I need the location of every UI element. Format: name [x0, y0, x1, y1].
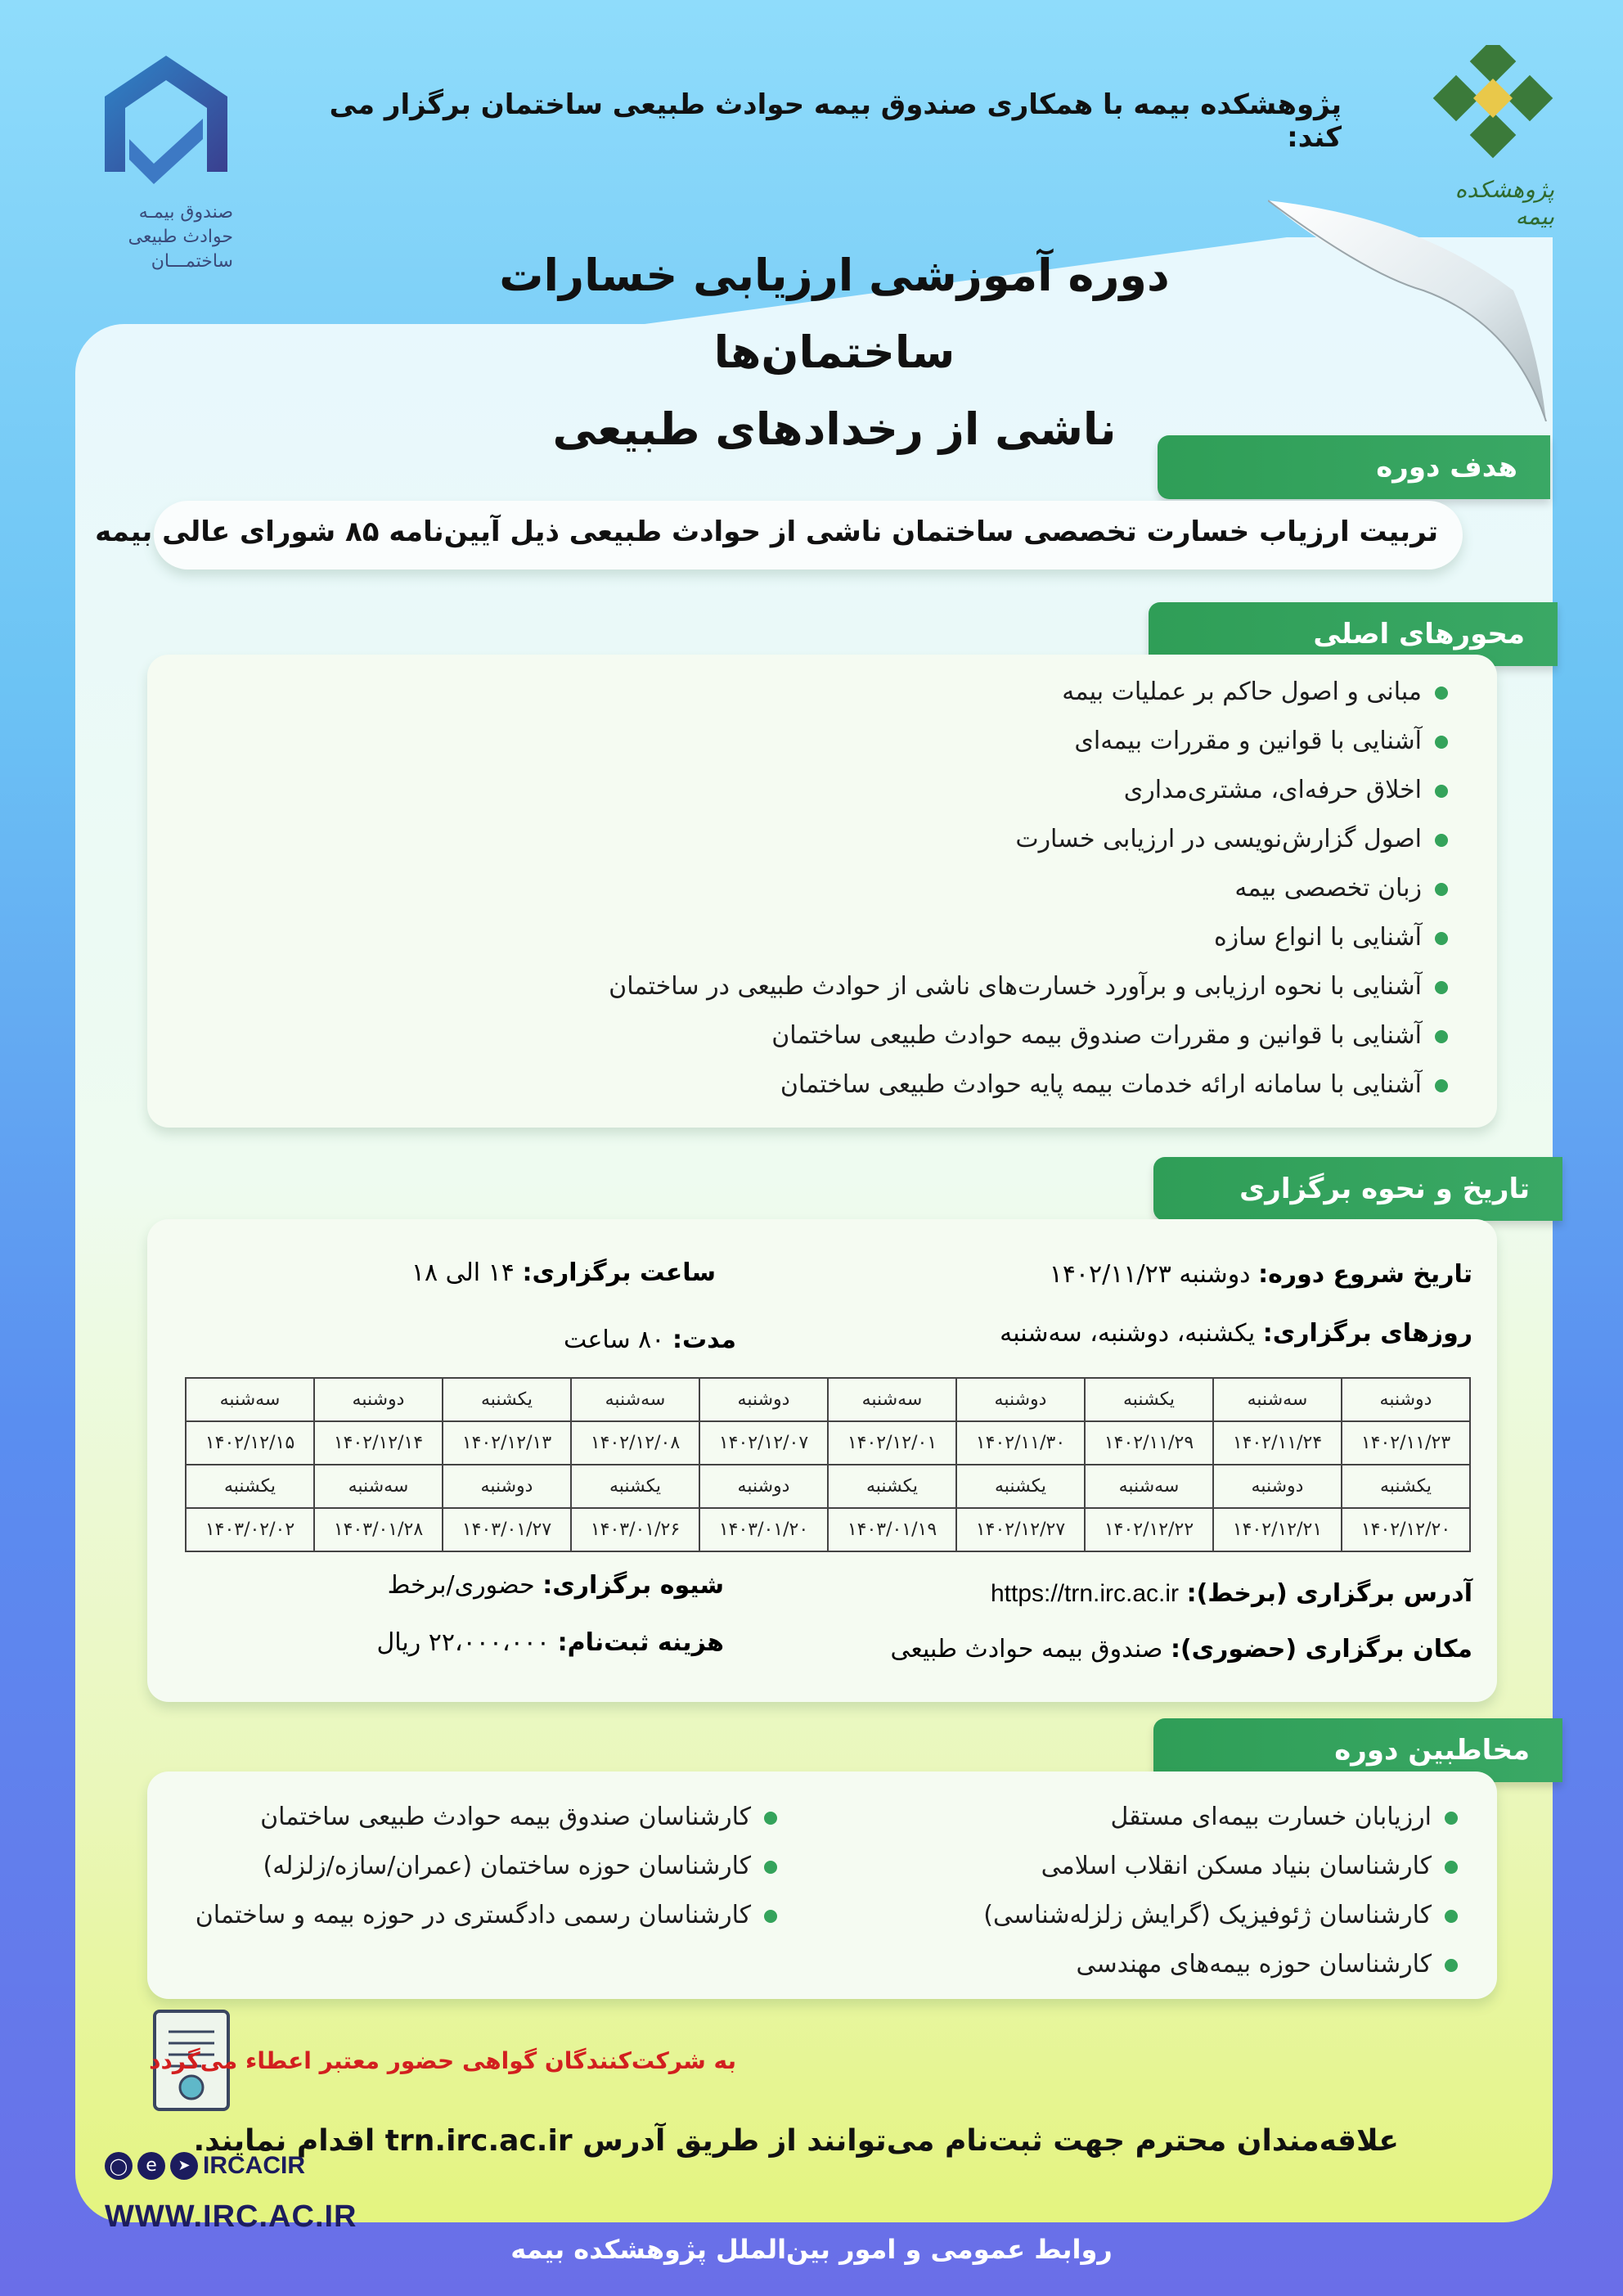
schedule-date-cell: ۱۴۰۲/۱۲/۲۲ [1085, 1508, 1213, 1551]
schedule-day-cell: سه‌شنبه [828, 1378, 956, 1421]
audience-item [263, 1852, 777, 1880]
schedule-row-dates [186, 1421, 1470, 1465]
audience-text: کارشناسان حوزه ساختمان (عمران/سازه/زلزله) [263, 1852, 751, 1880]
telegram-icon[interactable]: ➤ [170, 2152, 198, 2180]
schedule-day-cell: سه‌شنبه [571, 1378, 699, 1421]
bullet-icon [1435, 785, 1448, 798]
schedule-date-cell: ۱۴۰۲/۱۲/۲۷ [956, 1508, 1085, 1551]
schedule-day-cell: یکشنبه [956, 1465, 1085, 1508]
venue: مکان برگزاری (حضوری): صندوق بیمه حوادث طبیعی [890, 1635, 1472, 1663]
bullet-icon [764, 1861, 777, 1874]
topic-item [1234, 874, 1448, 903]
schedule-date-cell: ۱۴۰۳/۰۱/۲۶ [571, 1508, 699, 1551]
topic-text: آشنایی با سامانه ارائه خدمات بیمه پایه حوادث طبیعی ساختمان [780, 1070, 1422, 1099]
schedule-date-cell: ۱۴۰۲/۱۲/۱۳ [443, 1421, 571, 1465]
schedule-day-cell: دوشنبه [443, 1465, 571, 1508]
website-link[interactable]: WWW.IRC.AC.IR [105, 2199, 357, 2234]
topic-text: آشنایی با نحوه ارزیابی و برآورد خسارت‌های ناشی از حوادث طبیعی در ساختمان [609, 972, 1422, 1001]
schedule-date-cell: ۱۴۰۲/۱۱/۲۹ [1085, 1421, 1213, 1465]
audience-text: کارشناسان حوزه بیمه‌های مهندسی [1076, 1950, 1432, 1979]
mode: شیوه برگزاری: حضوری/برخط [387, 1571, 724, 1600]
schedule-panel [147, 1219, 1497, 1702]
schedule-day-cell: دوشنبه [699, 1378, 828, 1421]
bullet-icon [1445, 1861, 1458, 1874]
bullet-icon [1435, 883, 1448, 896]
bullet-icon [1435, 981, 1448, 994]
schedule-date-cell: ۱۴۰۲/۱۱/۲۳ [1342, 1421, 1470, 1465]
bullet-icon [1435, 1079, 1448, 1092]
audience-item [1110, 1803, 1458, 1831]
schedule-date-cell: ۱۴۰۳/۰۱/۲۸ [314, 1508, 443, 1551]
schedule-date-cell: ۱۴۰۲/۱۲/۲۱ [1213, 1508, 1342, 1551]
schedule-day-cell: دوشنبه [699, 1465, 828, 1508]
instagram-icon[interactable]: ◯ [105, 2152, 133, 2180]
topic-text: اخلاق حرفه‌ای، مشتری‌مداری [1123, 776, 1422, 804]
register-note: علاقه‌مندان محترم جهت ثبت‌نام می‌توانند از طریق آدرس trn.irc.ac.ir اقدام نمایند. [193, 2124, 1399, 2158]
audience-item [196, 1901, 777, 1929]
schedule-date-cell: ۱۴۰۲/۱۲/۲۰ [1342, 1508, 1470, 1551]
footer: روابط عمومی و امور بین‌الملل پژوهشکده بیمه [510, 2234, 1113, 2265]
topic-item [780, 1070, 1448, 1099]
social-handle[interactable]: IRCACIR [203, 2152, 305, 2179]
duration: مدت: ۸۰ ساعت [564, 1326, 736, 1354]
topic-item [1074, 727, 1448, 755]
topic-text: اصول گزارش‌نویسی در ارزیابی خسارت [1015, 825, 1422, 853]
goal-panel [95, 501, 1463, 569]
topics-list [221, 678, 1448, 1119]
bullet-icon [1435, 687, 1448, 700]
schedule-date-cell: ۱۴۰۲/۱۲/۱۵ [186, 1421, 314, 1465]
topic-text: زبان تخصصی بیمه [1234, 874, 1422, 903]
bullet-icon [1435, 932, 1448, 945]
schedule-day-cell: یکشنبه [1342, 1465, 1470, 1508]
bullet-icon [1445, 1812, 1458, 1825]
schedule-day-cell: سه‌شنبه [1085, 1465, 1213, 1508]
schedule-day-cell: یکشنبه [1085, 1378, 1213, 1421]
schedule-date-cell: ۱۴۰۳/۰۱/۱۹ [828, 1508, 956, 1551]
audience-tab: مخاطبین دوره [1153, 1718, 1562, 1782]
schedule-date-cell: ۱۴۰۲/۱۲/۰۷ [699, 1421, 828, 1465]
schedule-day-cell: سه‌شنبه [186, 1378, 314, 1421]
schedule-table [185, 1377, 1471, 1552]
goal-text: تربیت ارزیاب خسارت تخصصی ساختمان ناشی از حوادث طبیعی ذیل آیین‌نامه ۸۵ شورای عالی بیمه [95, 515, 1438, 548]
audience-text: کارشناسان رسمی دادگستری در حوزه بیمه و ساختمان [195, 1901, 751, 1929]
eitaa-icon[interactable]: e [137, 2152, 165, 2180]
topics-panel [147, 655, 1497, 1128]
schedule-day-cell: دوشنبه [314, 1378, 443, 1421]
schedule-day-cell: یکشنبه [571, 1465, 699, 1508]
audience-item [1076, 1950, 1458, 1979]
institute-logo-text: پژوهشکده بیمه [1454, 176, 1554, 230]
audience-item [1041, 1852, 1458, 1880]
goal-tab: هدف دوره [1158, 435, 1550, 499]
title-line-1: دوره آموزشی ارزیابی خسارات ساختمان‌ها [499, 250, 1170, 378]
bullet-icon [1435, 736, 1448, 749]
audience-item [260, 1803, 777, 1831]
topic-item [1214, 923, 1448, 952]
fund-logo [90, 49, 245, 286]
audience-left-list [155, 1803, 777, 1999]
bullet-icon [1435, 1030, 1448, 1043]
fund-logo-text: صندوق بیمـه حوادث طبیعی ساختمـــان [128, 202, 233, 272]
schedule-day-cell: دوشنبه [956, 1378, 1085, 1421]
page-curl-icon [1268, 184, 1550, 421]
schedule-day-cell: یکشنبه [443, 1378, 571, 1421]
audience-item [983, 1901, 1458, 1929]
schedule-date-cell: ۱۴۰۳/۰۱/۲۷ [443, 1508, 571, 1551]
certificate-note: به شرکت‌کنندگان گواهی حضور معتبر اعطاء می‌گردد [149, 2047, 736, 2074]
schedule-row-days [186, 1378, 1470, 1421]
bullet-icon [1435, 834, 1448, 847]
topic-text: آشنایی با قوانین و مقررات صندوق بیمه حوادث طبیعی ساختمان [771, 1021, 1422, 1050]
hours: ساعت برگزاری: ۱۴ الی ۱۸ [411, 1258, 716, 1287]
schedule-day-cell: سه‌شنبه [314, 1465, 443, 1508]
schedule-date-cell: ۱۴۰۲/۱۱/۲۴ [1213, 1421, 1342, 1465]
audience-text: کارشناسان ژئوفیزیک (گرایش زلزله‌شناسی) [983, 1901, 1432, 1929]
topic-text: مبانی و اصول حاکم بر عملیات بیمه [1062, 678, 1422, 706]
schedule-date-cell: ۱۴۰۲/۱۲/۰۱ [828, 1421, 956, 1465]
schedule-day-cell: دوشنبه [1213, 1465, 1342, 1508]
bullet-icon [1445, 1910, 1458, 1923]
social-icons [105, 2152, 305, 2180]
title-line-2: ناشی از رخدادهای طبیعی [552, 403, 1117, 455]
topic-item [609, 972, 1448, 1001]
schedule-date-cell: ۱۴۰۲/۱۱/۳۰ [956, 1421, 1085, 1465]
schedule-day-cell: یکشنبه [828, 1465, 956, 1508]
audience-text: کارشناسان بنیاد مسکن انقلاب اسلامی [1041, 1852, 1432, 1880]
schedule-day-cell: دوشنبه [1342, 1378, 1470, 1421]
header-intro: پژوهشکده بیمه با همکاری صندوق بیمه حوادث طبیعی ساختمان برگزار می کند: [329, 88, 1342, 154]
schedule-day-cell: سه‌شنبه [1213, 1378, 1342, 1421]
schedule-date-cell: ۱۴۰۲/۱۲/۱۴ [314, 1421, 443, 1465]
institute-logo-mark-icon [1432, 45, 1554, 168]
topic-text: آشنایی با قوانین و مقررات بیمه‌ای [1074, 727, 1422, 755]
topic-text: آشنایی با انواع سازه [1213, 923, 1422, 952]
fund-logo-mark-icon [97, 49, 236, 196]
topic-item [771, 1021, 1448, 1050]
topic-item [1124, 776, 1448, 804]
schedule-row-days [186, 1465, 1470, 1508]
online-address: آدرس برگزاری (برخط): https://trn.irc.ac.ir [990, 1579, 1472, 1608]
topics-tab: محورهای اصلی [1149, 602, 1558, 666]
audience-text: ارزیابان خسارت بیمه‌ای مستقل [1110, 1803, 1432, 1831]
fee: هزینه ثبت‌نام: ۲۲،۰۰۰،۰۰۰ ریال [376, 1628, 724, 1657]
schedule-date-cell: ۱۴۰۳/۰۲/۰۲ [186, 1508, 314, 1551]
audience-text: کارشناسان صندوق بیمه حوادث طبیعی ساختمان [260, 1803, 751, 1831]
schedule-day-cell: یکشنبه [186, 1465, 314, 1508]
bullet-icon [1445, 1959, 1458, 1972]
bullet-icon [764, 1910, 777, 1923]
schedule-tab: تاریخ و نحوه برگزاری [1153, 1157, 1562, 1221]
topic-item [1015, 825, 1448, 853]
audience-panel [147, 1772, 1497, 1999]
schedule-row-dates [186, 1508, 1470, 1551]
schedule-date-cell: ۱۴۰۲/۱۲/۰۸ [571, 1421, 699, 1465]
start-date: تاریخ شروع دوره: دوشنبه ۱۴۰۲/۱۱/۲۳ [1049, 1260, 1472, 1289]
topic-item [1062, 678, 1448, 706]
social-bar [105, 2152, 357, 2242]
bullet-icon [764, 1812, 777, 1825]
days: روزهای برگزاری: یکشنبه، دوشنبه، سه‌شنبه [1000, 1319, 1472, 1348]
audience-right-list [820, 1803, 1458, 1999]
schedule-date-cell: ۱۴۰۳/۰۱/۲۰ [699, 1508, 828, 1551]
page-title [409, 237, 1260, 468]
